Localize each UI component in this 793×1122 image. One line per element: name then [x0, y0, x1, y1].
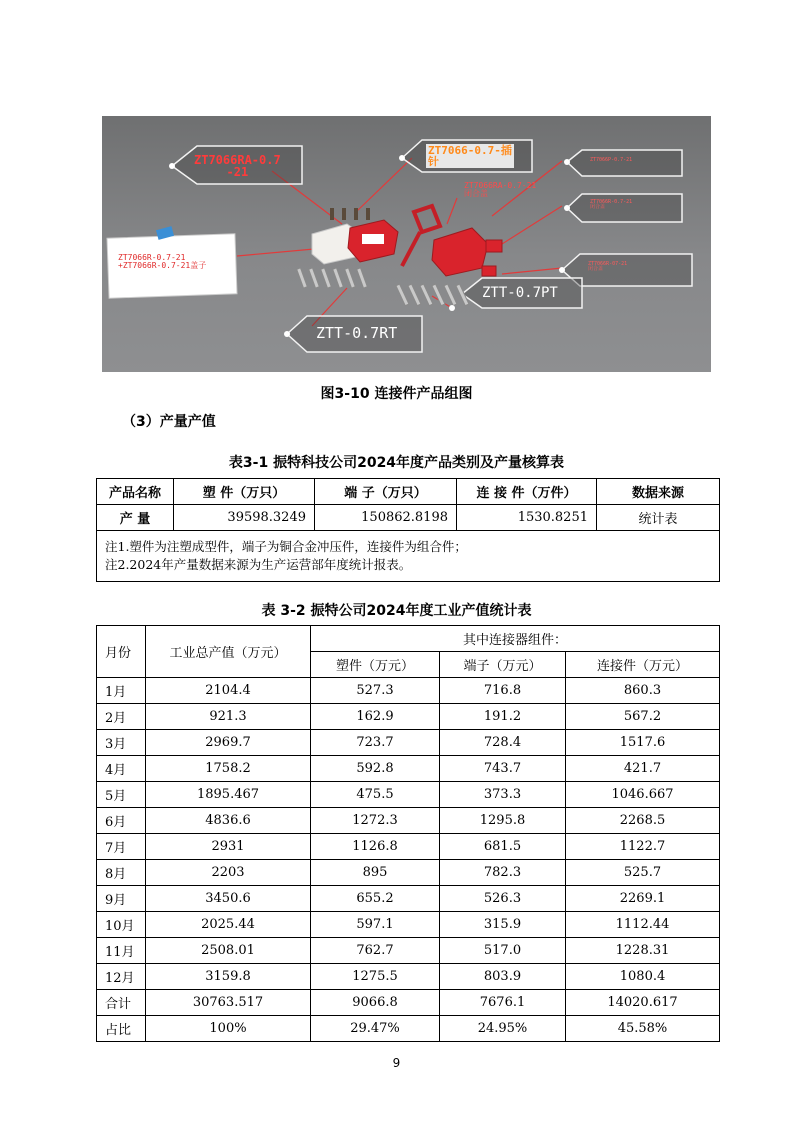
- tag-right-1: ZT7066P-0.7-21: [590, 157, 633, 163]
- value-cell: 567.2: [566, 704, 720, 730]
- value-cell: 7676.1: [440, 990, 566, 1016]
- value-cell: 723.7: [311, 730, 440, 756]
- table-cell: 39598.3249: [174, 505, 315, 531]
- table-row: [97, 505, 720, 531]
- value-cell: 592.8: [311, 756, 440, 782]
- header-product-name: 产品名称: [97, 479, 174, 505]
- month-cell: 10月: [97, 912, 146, 938]
- tag-right-3: ZT7066R-07-21 闭合盖: [588, 261, 628, 272]
- table-row: [97, 990, 720, 1016]
- value-cell: 525.7: [566, 860, 720, 886]
- table-notes-row: [97, 531, 720, 582]
- value-cell: 860.3: [566, 678, 720, 704]
- value-cell: 1758.2: [146, 756, 311, 782]
- value-cell: 2203: [146, 860, 311, 886]
- value-cell: 655.2: [311, 886, 440, 912]
- month-cell: 合计: [97, 990, 146, 1016]
- note-2: 注2.2024年产量数据来源为生产运营部年度统计报表。: [105, 557, 412, 572]
- table-notes: [97, 531, 720, 582]
- value-cell: 475.5: [311, 782, 440, 808]
- table2-caption: 表 3-2 振特公司2024年度工业产值统计表: [261, 603, 532, 619]
- value-cell: 3159.8: [146, 964, 311, 990]
- production-table: [96, 478, 720, 582]
- header-total-output: 工业总产值（万元）: [146, 626, 311, 678]
- month-cell: 占比: [97, 1016, 146, 1042]
- value-cell: 3450.6: [146, 886, 311, 912]
- value-cell: 762.7: [311, 938, 440, 964]
- value-cell: 2025.44: [146, 912, 311, 938]
- value-cell: 9066.8: [311, 990, 440, 1016]
- value-cell: 2508.01: [146, 938, 311, 964]
- value-cell: 1046.667: [566, 782, 720, 808]
- month-cell: 3月: [97, 730, 146, 756]
- value-cell: 527.3: [311, 678, 440, 704]
- month-cell: 11月: [97, 938, 146, 964]
- value-cell: 29.47%: [311, 1016, 440, 1042]
- row-label-output: 产 量: [97, 505, 174, 531]
- value-cell: 191.2: [440, 704, 566, 730]
- month-cell: 5月: [97, 782, 146, 808]
- value-cell: 803.9: [440, 964, 566, 990]
- connector-product-photo: [102, 116, 711, 372]
- tag-zt7066ra-cover: ZT7066RA-0.7-21 闭合盖: [464, 181, 537, 198]
- table-row: [97, 834, 720, 860]
- page-number: 9: [392, 1056, 401, 1070]
- header-connector-group: 其中连接器组件：: [311, 626, 720, 652]
- value-cell: 517.0: [440, 938, 566, 964]
- table-cell: 统计表: [597, 505, 720, 531]
- value-cell: 1126.8: [311, 834, 440, 860]
- value-cell: 30763.517: [146, 990, 311, 1016]
- subheader-connector: 连接件（万元）: [566, 652, 720, 678]
- month-cell: 9月: [97, 886, 146, 912]
- table2-body: [97, 678, 720, 1042]
- table-row: [97, 808, 720, 834]
- value-cell: 315.9: [440, 912, 566, 938]
- value-cell: 526.3: [440, 886, 566, 912]
- month-cell: 4月: [97, 756, 146, 782]
- value-cell: 100%: [146, 1016, 311, 1042]
- value-cell: 921.3: [146, 704, 311, 730]
- value-cell: 2104.4: [146, 678, 311, 704]
- table-row: [97, 886, 720, 912]
- month-cell: 7月: [97, 834, 146, 860]
- note-1: 注1.塑件为注塑成型件，端子为铜合金冲压件，连接件为组合件；: [105, 539, 467, 554]
- value-cell: 1122.7: [566, 834, 720, 860]
- value-cell: 1080.4: [566, 964, 720, 990]
- table-row: [97, 1016, 720, 1042]
- table-row: [97, 912, 720, 938]
- table-header-row: [97, 479, 720, 505]
- value-cell: 162.9: [311, 704, 440, 730]
- tag-ztt-rt: ZTT-0.7RT: [316, 324, 398, 342]
- value-cell: 24.95%: [440, 1016, 566, 1042]
- subheader-terminal: 端子（万元）: [440, 652, 566, 678]
- value-cell: 373.3: [440, 782, 566, 808]
- tag-zt7066ra: ZT7066RA-0.7 -21: [194, 153, 281, 179]
- value-cell: 1517.6: [566, 730, 720, 756]
- month-cell: 1月: [97, 678, 146, 704]
- value-cell: 1228.31: [566, 938, 720, 964]
- value-cell: 728.4: [440, 730, 566, 756]
- header-month: 月份: [97, 626, 146, 678]
- tag-zt7066-pin: ZT7066-0.7-插 针: [428, 144, 512, 168]
- table-row: [97, 964, 720, 990]
- table-row: [97, 938, 720, 964]
- table-row: [97, 756, 720, 782]
- table-header-row: [97, 626, 720, 652]
- table-row: [97, 860, 720, 886]
- tag-ztt-pt: ZTT-0.7PT: [482, 285, 558, 301]
- tag-right-2: ZT7066R-0.7-21 闭合盖: [590, 199, 633, 210]
- value-cell: 1112.44: [566, 912, 720, 938]
- figure-caption: 图3-10 连接件产品组图: [320, 386, 473, 402]
- table-row: [97, 782, 720, 808]
- header-data-source: 数据来源: [597, 479, 720, 505]
- value-cell: 2268.5: [566, 808, 720, 834]
- value-cell: 681.5: [440, 834, 566, 860]
- table-cell: 150862.8198: [315, 505, 457, 531]
- value-cell: 45.58%: [566, 1016, 720, 1042]
- value-cell: 2931: [146, 834, 311, 860]
- value-cell: 597.1: [311, 912, 440, 938]
- output-value-table: [96, 625, 720, 1042]
- month-cell: 6月: [97, 808, 146, 834]
- value-cell: 1295.8: [440, 808, 566, 834]
- value-cell: 2969.7: [146, 730, 311, 756]
- tag-left-card: ZT7066R-0.7-21 +ZT7066R-0.7-21盖子: [118, 253, 207, 270]
- header-terminals: 端 子（万只）: [315, 479, 457, 505]
- section-heading: （3）产量产值: [122, 414, 216, 430]
- month-cell: 2月: [97, 704, 146, 730]
- value-cell: 895: [311, 860, 440, 886]
- value-cell: 716.8: [440, 678, 566, 704]
- table-row: [97, 704, 720, 730]
- value-cell: 1275.5: [311, 964, 440, 990]
- value-cell: 1272.3: [311, 808, 440, 834]
- table-cell: 1530.8251: [457, 505, 597, 531]
- header-connectors: 连 接 件（万件）: [457, 479, 597, 505]
- header-plastic-parts: 塑 件（万只）: [174, 479, 315, 505]
- subheader-plastic: 塑件（万元）: [311, 652, 440, 678]
- table1-caption: 表3-1 振特科技公司2024年度产品类别及产量核算表: [228, 455, 565, 471]
- value-cell: 1895.467: [146, 782, 311, 808]
- month-cell: 12月: [97, 964, 146, 990]
- value-cell: 421.7: [566, 756, 720, 782]
- table-row: [97, 678, 720, 704]
- value-cell: 4836.6: [146, 808, 311, 834]
- value-cell: 2269.1: [566, 886, 720, 912]
- month-cell: 8月: [97, 860, 146, 886]
- value-cell: 14020.617: [566, 990, 720, 1016]
- value-cell: 782.3: [440, 860, 566, 886]
- value-cell: 743.7: [440, 756, 566, 782]
- table-row: [97, 730, 720, 756]
